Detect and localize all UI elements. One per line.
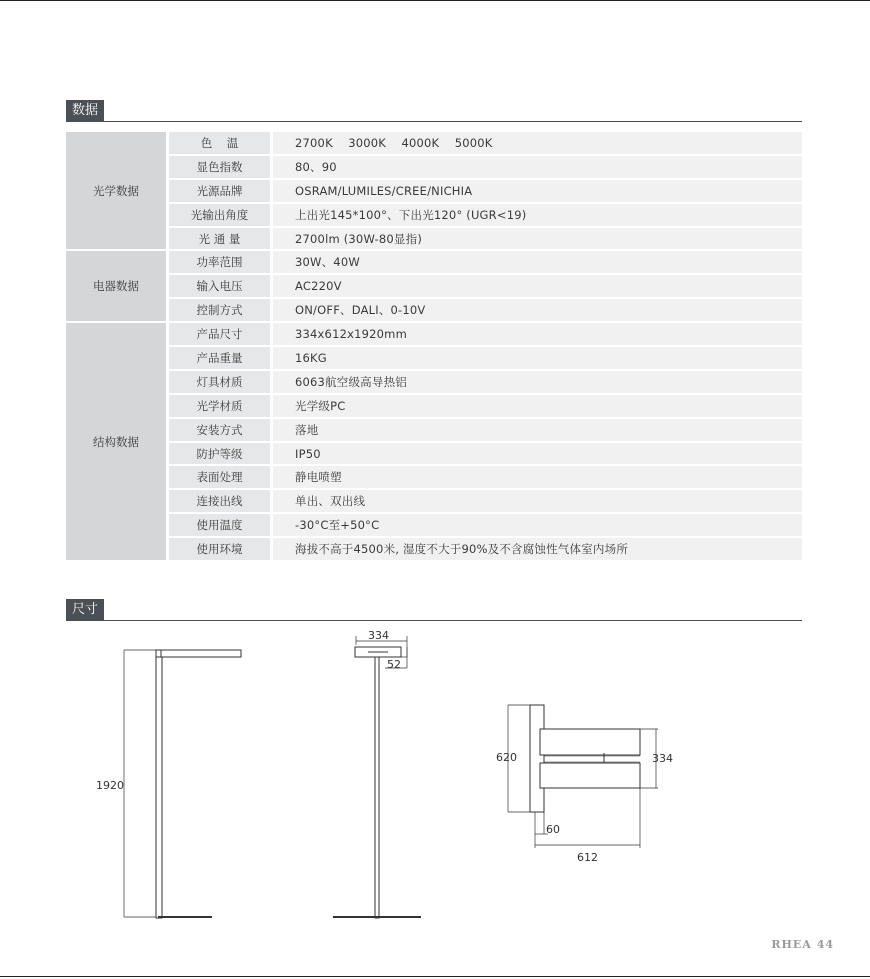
spec-category: 结构数据 bbox=[66, 323, 166, 562]
spec-label: 光源品牌 bbox=[166, 180, 270, 204]
spec-value: 6063航空级高导热铝 bbox=[270, 371, 802, 395]
spec-value: 海拔不高于4500米, 湿度不大于90%及不含腐蚀性气体室内场所 bbox=[270, 538, 802, 562]
head-offset-text: 52 bbox=[387, 658, 401, 671]
top-view-base-plate bbox=[530, 705, 544, 812]
spec-label: 安装方式 bbox=[166, 419, 270, 443]
front-width-text: 334 bbox=[368, 629, 389, 642]
spec-label: 产品重量 bbox=[166, 347, 270, 371]
spec-row bbox=[66, 395, 802, 419]
spec-row bbox=[66, 204, 802, 228]
spec-label: 使用环境 bbox=[166, 538, 270, 562]
data-section-header bbox=[66, 100, 802, 122]
spec-value: IP50 bbox=[270, 443, 802, 467]
spec-label: 控制方式 bbox=[166, 299, 270, 323]
spec-value: AC220V bbox=[270, 275, 802, 299]
spec-row bbox=[66, 371, 802, 395]
spec-value: ON/OFF、DALI、0-10V bbox=[270, 299, 802, 323]
spec-value: 静电喷塑 bbox=[270, 466, 802, 490]
top-length-text: 612 bbox=[577, 851, 598, 864]
spec-value: 334x612x1920mm bbox=[270, 323, 802, 347]
top-view-panel-lower bbox=[540, 763, 640, 788]
spec-value: -30°C至+50°C bbox=[270, 514, 802, 538]
spec-label: 显色指数 bbox=[166, 156, 270, 180]
spec-row bbox=[66, 419, 802, 443]
front-view-pole bbox=[375, 657, 379, 918]
side-view-drawing bbox=[124, 650, 241, 918]
spec-value: 80、90 bbox=[270, 156, 802, 180]
spec-row bbox=[66, 538, 802, 562]
spec-table bbox=[66, 132, 802, 562]
spec-value: 30W、40W bbox=[270, 251, 802, 275]
spec-row bbox=[66, 251, 802, 275]
spec-row bbox=[66, 299, 802, 323]
height-dimension-text: 1920 bbox=[96, 779, 124, 792]
spec-value: 单出、双出线 bbox=[270, 490, 802, 514]
page-footer bbox=[771, 938, 834, 951]
dimension-section-header bbox=[66, 599, 802, 621]
spec-value: 光学级PC bbox=[270, 395, 802, 419]
top-view-panel-upper bbox=[540, 729, 640, 755]
spec-value: 16KG bbox=[270, 347, 802, 371]
spec-label: 光学材质 bbox=[166, 395, 270, 419]
spec-category: 电器数据 bbox=[66, 251, 166, 323]
pole-offset-text: 60 bbox=[546, 823, 560, 836]
spec-label: 色 温 bbox=[166, 132, 270, 156]
front-view-drawing bbox=[333, 636, 421, 918]
spec-label: 表面处理 bbox=[166, 466, 270, 490]
spec-row bbox=[66, 347, 802, 371]
data-section-title: 数据 bbox=[66, 100, 104, 122]
front-view-head bbox=[355, 647, 401, 657]
spec-label: 光 通 量 bbox=[166, 228, 270, 252]
spec-value: 上出光145*100°、下出光120° (UGR<19) bbox=[270, 204, 802, 228]
top-width-text: 334 bbox=[652, 752, 673, 765]
top-rule bbox=[0, 0, 870, 1]
spec-label: 使用温度 bbox=[166, 514, 270, 538]
spec-value: 2700K 3000K 4000K 5000K bbox=[270, 132, 802, 156]
top-view-drawing bbox=[508, 705, 658, 848]
side-view-pole bbox=[156, 657, 162, 918]
spec-label: 防护等级 bbox=[166, 443, 270, 467]
spec-label: 连接出线 bbox=[166, 490, 270, 514]
footer-page-number: 44 bbox=[816, 938, 834, 951]
side-view-head bbox=[156, 650, 241, 657]
spec-label: 灯具材质 bbox=[166, 371, 270, 395]
spec-row bbox=[66, 132, 802, 156]
spec-label: 输入电压 bbox=[166, 275, 270, 299]
spec-value: OSRAM/LUMILES/CREE/NICHIA bbox=[270, 180, 802, 204]
spec-value: 落地 bbox=[270, 419, 802, 443]
spec-row bbox=[66, 514, 802, 538]
spec-row bbox=[66, 275, 802, 299]
spec-row bbox=[66, 323, 802, 347]
spec-row bbox=[66, 228, 802, 252]
spec-label: 产品尺寸 bbox=[166, 323, 270, 347]
spec-row bbox=[66, 466, 802, 490]
spec-row bbox=[66, 490, 802, 514]
spec-label: 光输出角度 bbox=[166, 204, 270, 228]
spec-row bbox=[66, 443, 802, 467]
bottom-rule bbox=[0, 976, 870, 977]
dimension-section-title: 尺寸 bbox=[66, 599, 104, 621]
top-depth-text: 620 bbox=[496, 751, 517, 764]
footer-brand: RHEA bbox=[771, 938, 812, 951]
spec-value: 2700lm (30W-80显指) bbox=[270, 228, 802, 252]
spec-category: 光学数据 bbox=[66, 132, 166, 251]
spec-label: 功率范围 bbox=[166, 251, 270, 275]
spec-row bbox=[66, 180, 802, 204]
spec-row bbox=[66, 156, 802, 180]
